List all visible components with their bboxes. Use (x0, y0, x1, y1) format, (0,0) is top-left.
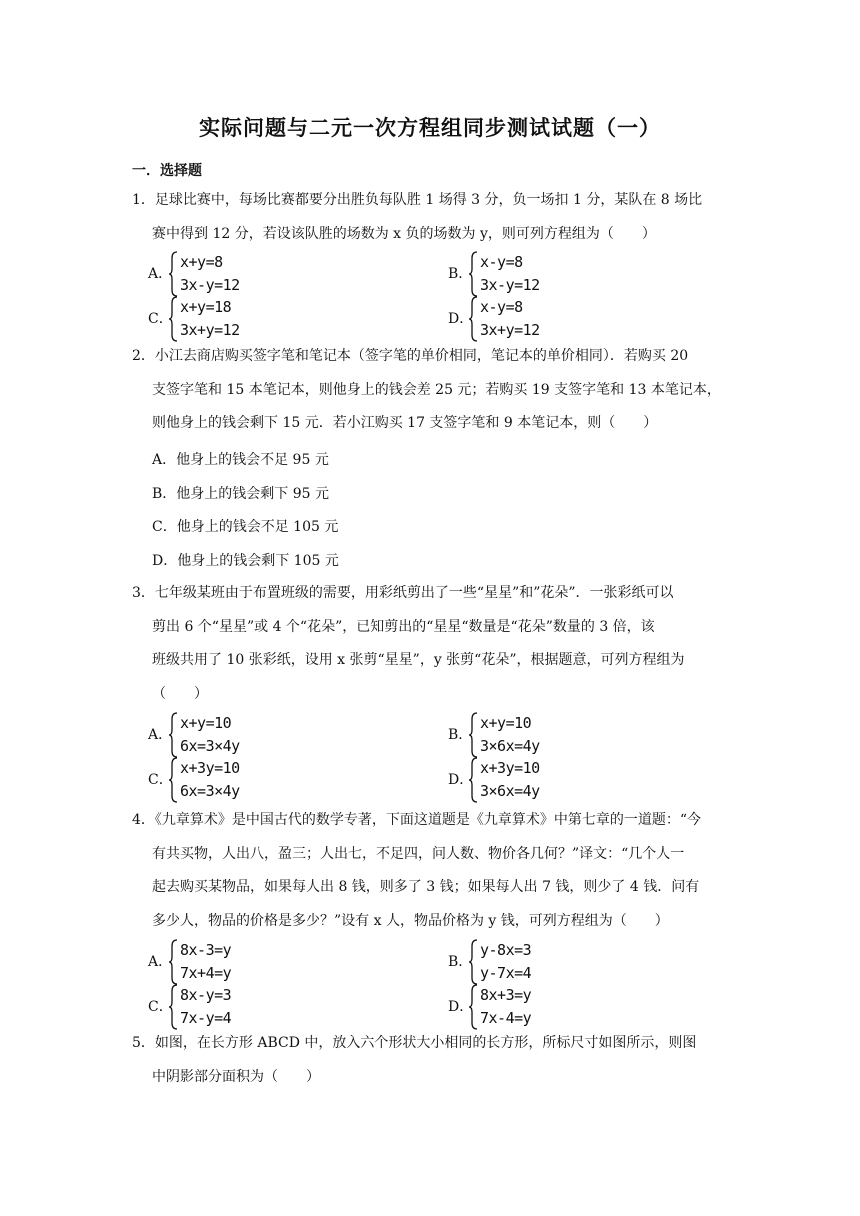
equation: 3x+y=12 (480, 321, 540, 339)
equation: 7x+4=y (180, 964, 232, 982)
q2-option-c: C．他身上的钱会不足 105 元 (152, 519, 339, 535)
q2-option-b: B．他身上的钱会剩下 95 元 (152, 486, 330, 502)
q2-option-a: A．他身上的钱会不足 95 元 (152, 452, 329, 468)
option-label: A． (148, 727, 173, 743)
option-label: B． (448, 954, 473, 970)
question-text: 2．小江去商店购买签字笔和笔记本（签字笔的单价相同，笔记本的单价相同）．若购买 20 (132, 348, 689, 364)
question-5 (132, 1027, 740, 1094)
question-text: 3．七年级某班由于布置班级的需要，用彩纸剪出了一些“星星”和”花朵”．一张彩纸可以 (132, 585, 674, 601)
left-brace-icon (168, 984, 178, 1030)
equation-system (468, 251, 668, 297)
option-label: C． (148, 311, 173, 327)
equation-system (468, 984, 668, 1030)
question-1 (132, 184, 740, 251)
question-text: （ ） (152, 685, 208, 702)
question-text: 支签字笔和 15 本笔记本，则他身上的钱会差 25 元；若购买 19 支签字笔和 13 本笔记本， (152, 381, 721, 398)
question-text: 中阴影部分面积为（ ） (152, 1068, 320, 1085)
equation: 3x-y=12 (480, 276, 540, 294)
left-brace-icon (168, 939, 178, 985)
equation-system (468, 296, 668, 342)
equation: 8x-y=3 (180, 986, 232, 1004)
equation: 3×6x=4y (480, 782, 540, 800)
left-brace-icon (168, 296, 178, 342)
left-brace-icon (168, 712, 178, 758)
option-label: B． (448, 266, 473, 282)
question-text: 5．如图，在长方形 ABCD 中，放入六个形状大小相同的长方形，所标尺寸如图所示，则图 (132, 1035, 697, 1051)
question-text: 剪出 6 个“星星”或 4 个“花朵”，已知剪出的“星星“数量是“花朵”数量的 3 倍，该 (152, 618, 655, 635)
question-3 (132, 577, 740, 711)
left-brace-icon (468, 712, 478, 758)
question-text: 起去购买某物品，如果每人出 8 钱，则多了 3 钱；如果每人出 7 钱，则少了 4 钱．问有 (152, 879, 700, 895)
question-text: 多少人，物品的价格是多少？”设有 x 人，物品价格为 y 钱，可列方程组为（ ） (152, 912, 669, 929)
equation-system (168, 984, 368, 1030)
left-brace-icon (168, 757, 178, 803)
equation: 7x-y=4 (180, 1009, 232, 1027)
equation-system (168, 251, 368, 297)
question-text: 4．《九章算术》是中国古代的数学专著，下面这道题是《九章算术》中第七章的一道题：“今 (132, 812, 702, 828)
question-text: 1．足球比赛中，每场比赛都要分出胜负每队胜 1 场得 3 分，负一场扣 1 分，某队在 8 场比 (132, 192, 703, 208)
left-brace-icon (468, 296, 478, 342)
equation: 3×6x=4y (480, 737, 540, 755)
equation: x-y=8 (480, 298, 523, 316)
equation-system (168, 712, 368, 758)
equation: 3x-y=12 (180, 276, 240, 294)
option-label: D． (448, 311, 474, 327)
left-brace-icon (468, 984, 478, 1030)
document-title: 实际问题与二元一次方程组同步测试试题（一） (199, 115, 661, 140)
equation: 6x=3×4y (180, 737, 240, 755)
left-brace-icon (468, 757, 478, 803)
option-label: C． (148, 772, 173, 788)
equation: x+y=18 (180, 298, 232, 316)
equation-system (168, 296, 368, 342)
question-2 (132, 340, 740, 441)
question-text: 班级共用了 10 张彩纸，设用 x 张剪“星星”，y 张剪“花朵”，根据题意，可列方程组为 (152, 652, 685, 668)
equation: 3x+y=12 (180, 321, 240, 339)
equation: 8x+3=y (480, 986, 532, 1004)
left-brace-icon (468, 251, 478, 297)
q2-option-d: D．他身上的钱会剩下 105 元 (152, 553, 339, 569)
option-label: A． (148, 954, 173, 970)
question-4 (132, 804, 740, 938)
option-label: A． (148, 266, 173, 282)
equation: x+3y=10 (480, 759, 540, 777)
equation: 7x-4=y (480, 1009, 532, 1027)
equation: y-7x=4 (480, 964, 532, 982)
equation-system (168, 939, 368, 985)
equation: x-y=8 (480, 253, 523, 271)
equation-system (468, 757, 668, 803)
equation: x+3y=10 (180, 759, 240, 777)
equation-system (168, 757, 368, 803)
equation: 6x=3×4y (180, 782, 240, 800)
equation: x+y=10 (180, 714, 232, 732)
question-text: 赛中得到 12 分，若设该队胜的场数为 x 负的场数为 y，则可列方程组为（ ） (152, 225, 656, 242)
question-text: 则他身上的钱会剩下 15 元．若小江购买 17 支签字笔和 9 本笔记本，则（ ） (152, 415, 658, 431)
left-brace-icon (468, 939, 478, 985)
equation-system (468, 939, 668, 985)
equation-system (468, 712, 668, 758)
equation: x+y=8 (180, 253, 223, 271)
question-text: 有共买物，人出八，盈三；人出七，不足四，问人数、物价各几何？”译文：“几个人一 (152, 845, 685, 862)
option-label: C． (148, 999, 173, 1015)
option-label: D． (448, 999, 474, 1015)
left-brace-icon (168, 251, 178, 297)
option-label: B． (448, 727, 473, 743)
equation: 8x-3=y (180, 941, 232, 959)
section-heading: 一．选择题 (132, 163, 202, 179)
option-label: D． (448, 772, 474, 788)
equation: y-8x=3 (480, 941, 532, 959)
equation: x+y=10 (480, 714, 532, 732)
